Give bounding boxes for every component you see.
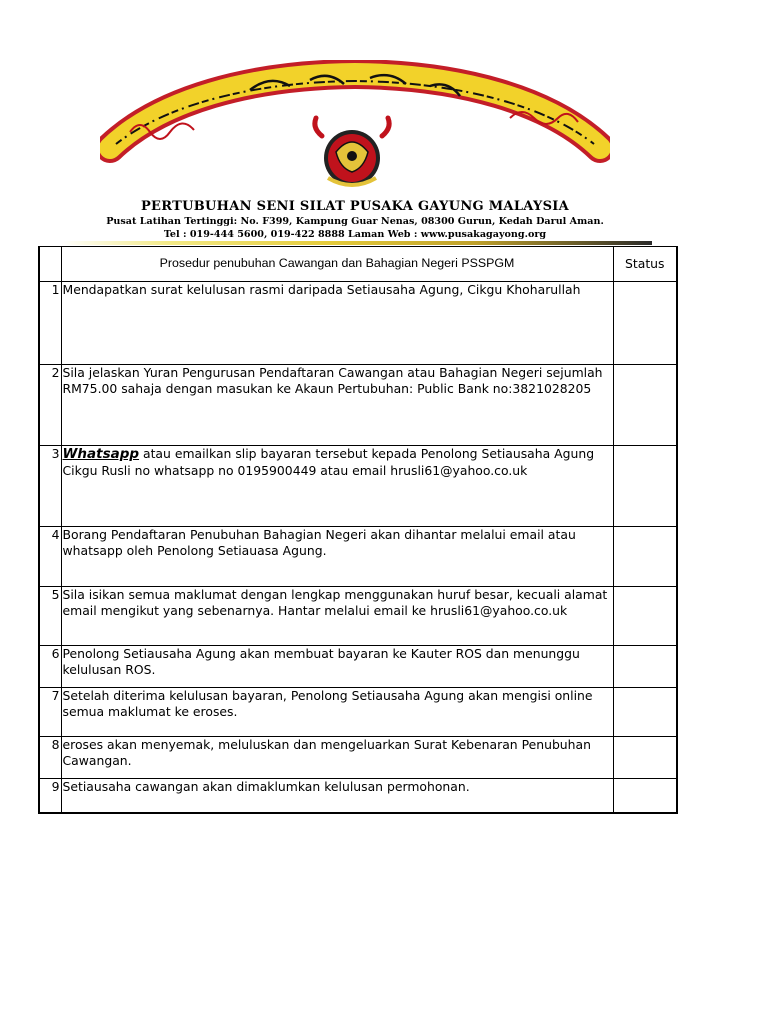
row-number: 9	[39, 779, 61, 813]
table-row	[39, 779, 677, 813]
row-text: Mendapatkan surat kelulusan rasmi daripada Setiausaha Agung, Cikgu Khoharullah	[61, 282, 613, 365]
row-number: 5	[39, 587, 61, 646]
status-cell[interactable]	[613, 688, 677, 737]
organization-name: PERTUBUHAN SENI SILAT PUSAKA GAYUNG MALAYSIA	[140, 199, 570, 214]
letterhead-emblem	[100, 60, 610, 200]
row-text: Penolong Setiausaha Agung akan membuat bayaran ke Kauter ROS dan menunggu kelulusan ROS.	[61, 646, 613, 688]
status-cell[interactable]	[613, 527, 677, 587]
header-number-cell	[39, 247, 61, 282]
header-divider	[62, 241, 652, 245]
table-row	[39, 365, 677, 446]
row-text: atau emailkan slip bayaran tersebut kepada Penolong Setiausaha Agung Cikgu Rusli no whatsapp no 0195900449 atau email hrusli61@yahoo.co.uk	[62, 446, 595, 478]
table-title: Prosedur penubuhan Cawangan dan Bahagian Negeri PSSPGM	[61, 247, 613, 282]
row-number: 8	[39, 737, 61, 779]
procedure-table	[38, 246, 678, 814]
row-text: Sila isikan semua maklumat dengan lengkap menggunakan huruf besar, kecuali alamat email mengikut yang sebenarnya. Hantar melalui email ke hrusli61@yahoo.co.uk	[61, 587, 613, 646]
row-text: Sila jelaskan Yuran Pengurusan Pendaftaran Cawangan atau Bahagian Negeri sejumlah RM75.00 sahaja dengan masukan ke Akaun Pertubuhan: Public Bank no:3821028205	[61, 365, 613, 446]
table-row	[39, 446, 677, 527]
table-row	[39, 527, 677, 587]
organization-address: Pusat Latihan Tertinggi: No. F399, Kampung Guar Nenas, 08300 Gurun, Kedah Darul Aman.	[106, 216, 604, 227]
row-text: eroses akan menyemak, meluluskan dan mengeluarkan Surat Kebenaran Penubuhan Cawangan.	[61, 737, 613, 779]
status-cell[interactable]	[613, 587, 677, 646]
table-row	[39, 587, 677, 646]
table-row	[39, 688, 677, 737]
status-column-header: Status	[613, 247, 677, 282]
status-cell[interactable]	[613, 779, 677, 813]
row-number: 6	[39, 646, 61, 688]
row-number: 7	[39, 688, 61, 737]
whatsapp-emphasis: Whatsapp	[62, 446, 140, 462]
row-text: Borang Pendaftaran Penubuhan Bahagian Negeri akan dihantar melalui email atau whatsapp oleh Penolong Setiauasa Agung.	[61, 527, 613, 587]
letterhead	[100, 60, 610, 246]
status-cell[interactable]	[613, 282, 677, 365]
row-text: Setiausaha cawangan akan dimaklumkan kelulusan permohonan.	[61, 779, 613, 813]
table-header-row	[39, 247, 677, 282]
status-cell[interactable]	[613, 737, 677, 779]
row-number: 2	[39, 365, 61, 446]
table-row	[39, 646, 677, 688]
row-text-with-whatsapp	[61, 446, 613, 527]
row-number: 4	[39, 527, 61, 587]
status-cell[interactable]	[613, 365, 677, 446]
row-number: 1	[39, 282, 61, 365]
table-row	[39, 282, 677, 365]
table-row	[39, 737, 677, 779]
row-text: Setelah diterima kelulusan bayaran, Penolong Setiausaha Agung akan mengisi online semua maklumat ke eroses.	[61, 688, 613, 737]
organization-contact: Tel : 019-444 5600, 019-422 8888 Laman Web : www.pusakagayong.org	[163, 229, 547, 240]
row-number: 3	[39, 446, 61, 527]
status-cell[interactable]	[613, 446, 677, 527]
status-cell[interactable]	[613, 646, 677, 688]
